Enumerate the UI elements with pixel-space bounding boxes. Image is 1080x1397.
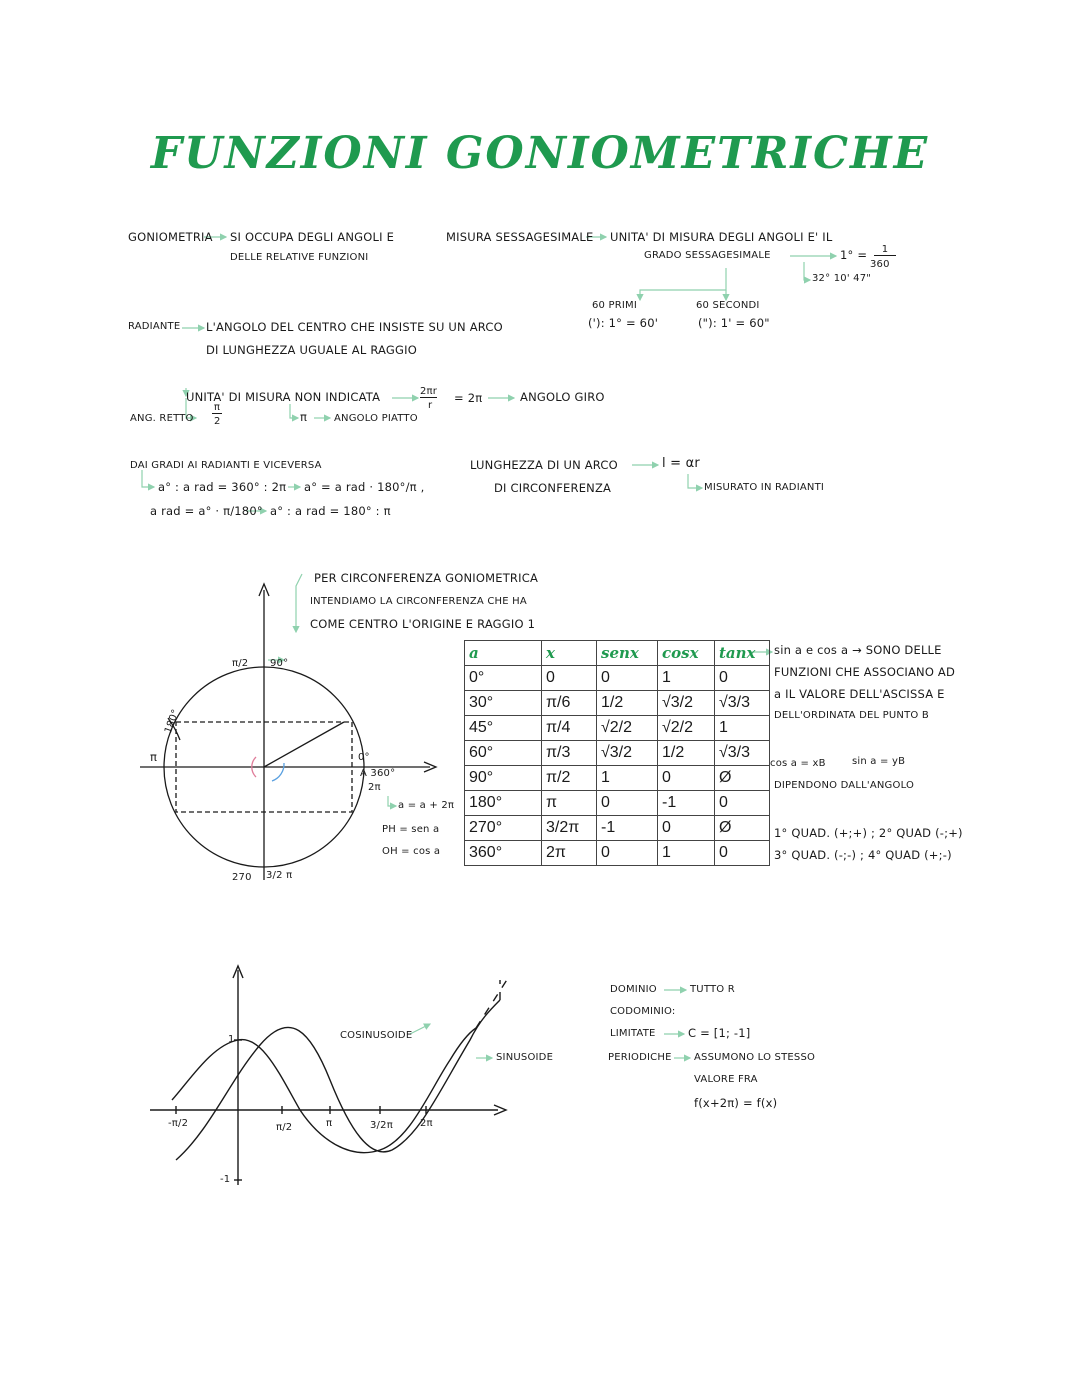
trig-graph xyxy=(150,966,510,1185)
label-y-1: 1 xyxy=(228,1034,235,1045)
unita-eq: = 2π xyxy=(454,391,483,405)
arrow-arco-note xyxy=(688,474,702,488)
cell-tan: √3/3 xyxy=(715,691,770,716)
cell-tan: 1 xyxy=(715,716,770,741)
radiante-def-1: L'ANGOLO DEL CENTRO CHE INSISTE SU UN ARCO xyxy=(206,320,503,334)
cell-angle: 60° xyxy=(465,741,542,766)
angolo-piatto: ANGOLO PIATTO xyxy=(334,413,418,424)
prop-periodiche-val: ASSUMONO LO STESSO xyxy=(694,1052,816,1063)
angolo-retto: ANG. RETTO xyxy=(130,413,194,424)
sessagesimale-def-2: GRADO SESSAGESIMALE xyxy=(644,250,771,261)
prop-dominio-val: TUTTO R xyxy=(690,984,735,995)
note-line-1: sin a e cos a → SONO DELLE xyxy=(774,643,942,657)
angolo-giro: ANGOLO GIRO xyxy=(520,390,605,404)
label-x-pi: π xyxy=(326,1118,333,1129)
cell-tan: 0 xyxy=(715,666,770,691)
header-a: a xyxy=(465,641,542,666)
unita-text: UNITA' DI MISURA NON INDICATA xyxy=(186,390,381,404)
prop-periodiche-formula: f(x+2π) = f(x) xyxy=(694,1096,778,1110)
cell-rad: 2π xyxy=(542,841,597,866)
cell-sin: √3/2 xyxy=(597,741,658,766)
goniometria-term: GONIOMETRIA xyxy=(128,230,213,244)
sin-curve xyxy=(176,1000,500,1160)
cell-sin: 1/2 xyxy=(597,691,658,716)
prop-limitate: LIMITATE xyxy=(610,1028,656,1039)
cell-cos: -1 xyxy=(658,791,715,816)
cell-tan: 0 xyxy=(715,841,770,866)
cell-tan: Ø xyxy=(715,766,770,791)
arco-line-2: DI CIRCONFERENZA xyxy=(494,481,612,495)
prop-dominio: DOMINIO xyxy=(610,984,657,995)
table-row xyxy=(465,766,770,791)
note-quad-2: 3° QUAD. (-;-) ; 4° QUAD (+;-) xyxy=(774,848,952,862)
label-pi-half: π/2 xyxy=(232,658,249,669)
sessagesimale-term: MISURA SESSAGESIMALE xyxy=(446,230,594,244)
label-pi: π xyxy=(150,750,158,764)
table-row xyxy=(465,666,770,691)
cell-cos: 0 xyxy=(658,766,715,791)
conversione-f4: a° : a rad = 180° : π xyxy=(270,504,391,518)
table-row xyxy=(465,841,770,866)
primi-value: ('): 1° = 60' xyxy=(588,316,659,330)
circ-def-1: PER CIRCONFERENZA GONIOMETRICA xyxy=(314,571,539,585)
arrow-circ xyxy=(296,574,302,632)
arrow-cos xyxy=(410,1024,430,1034)
cell-cos: 1/2 xyxy=(658,741,715,766)
label-period: a = a + 2π xyxy=(398,800,455,811)
cell-tan: Ø xyxy=(715,816,770,841)
prop-periodiche-val2: VALORE FRA xyxy=(694,1074,758,1085)
cell-sin: -1 xyxy=(597,816,658,841)
label-x-3-half-pi: 3/2π xyxy=(370,1120,393,1131)
label-oh: OH = cos a xyxy=(382,846,441,857)
cell-tan: 0 xyxy=(715,791,770,816)
cell-cos: √3/2 xyxy=(658,691,715,716)
cell-rad: π/6 xyxy=(542,691,597,716)
table-row xyxy=(465,716,770,741)
label-180: 180° xyxy=(163,707,182,736)
page-title: FUNZIONI GONIOMETRICHE xyxy=(150,128,930,179)
prop-limitate-val: C = [1; -1] xyxy=(688,1026,751,1040)
label-0: 0° xyxy=(358,752,370,763)
note-line-4: DELL'ORDINATA DEL PUNTO B xyxy=(774,710,929,721)
unita-frac-den: r xyxy=(428,400,433,411)
cell-rad: 3/2π xyxy=(542,816,597,841)
arrow-period xyxy=(388,796,396,806)
table-row xyxy=(465,741,770,766)
circ-def-2: INTENDIAMO LA CIRCONFERENZA CHE HA xyxy=(310,596,527,607)
table-row xyxy=(465,816,770,841)
cell-angle: 30° xyxy=(465,691,542,716)
label-cosinusoide: COSINUSOIDE xyxy=(340,1030,413,1041)
cell-cos: 1 xyxy=(658,666,715,691)
note-dipendono: DIPENDONO DALL'ANGOLO xyxy=(774,780,915,791)
cell-angle: 90° xyxy=(465,766,542,791)
table-row xyxy=(465,691,770,716)
radius xyxy=(264,722,344,767)
cell-angle: 270° xyxy=(465,816,542,841)
cell-cos: 1 xyxy=(658,841,715,866)
table-header-row xyxy=(465,641,770,666)
label-x-2pi: 2π xyxy=(420,1118,433,1129)
arrow-example xyxy=(804,262,810,280)
note-quad-1: 1° QUAD. (+;+) ; 2° QUAD (-;+) xyxy=(774,826,963,840)
label-ph: PH = sen a xyxy=(382,824,440,835)
secondi-value: ("): 1' = 60" xyxy=(698,316,770,330)
retto-num: π xyxy=(213,402,221,413)
circ-def-3: COME CENTRO L'ORIGINE E RAGGIO 1 xyxy=(310,617,536,631)
cos-curve xyxy=(172,1028,476,1153)
cell-rad: π xyxy=(542,791,597,816)
conversione-f1: a° : a rad = 360° : 2π xyxy=(158,480,287,494)
arrow-pi xyxy=(290,404,298,418)
deg-frac-den: 360 xyxy=(870,259,890,270)
arco-note: MISURATO IN RADIANTI xyxy=(704,482,825,493)
cell-rad: π/4 xyxy=(542,716,597,741)
trig-values-table xyxy=(464,640,770,866)
deg-eq: 1° = xyxy=(840,248,868,262)
arrow-primi xyxy=(640,268,726,300)
label-a-360: A 360° xyxy=(360,768,396,779)
cell-sin: 0 xyxy=(597,841,658,866)
arco-line-1: LUNGHEZZA DI UN ARCO xyxy=(470,458,618,472)
radiante-def-2: DI LUNGHEZZA UGUALE AL RAGGIO xyxy=(206,343,417,357)
cell-rad: π/3 xyxy=(542,741,597,766)
note-line-2: FUNZIONI CHE ASSOCIANO AD xyxy=(774,665,956,679)
header-cosx: cosx xyxy=(658,641,715,666)
cell-angle: 45° xyxy=(465,716,542,741)
secondi-label: 60 SECONDI xyxy=(696,300,760,311)
header-senx: senx xyxy=(597,641,658,666)
primi-label: 60 PRIMI xyxy=(592,300,638,311)
label-90: 90° xyxy=(270,658,289,669)
cos-curve-dash xyxy=(476,975,510,1028)
arrow-conv-1 xyxy=(142,470,154,487)
pi-symbol: π xyxy=(300,410,308,424)
note-sin: sin a = yB xyxy=(852,756,906,767)
label-270: 270 xyxy=(232,872,252,883)
goniometria-def-2: DELLE RELATIVE FUNZIONI xyxy=(230,252,369,263)
deg-example: 32° 10' 47" xyxy=(812,273,872,284)
cell-rad: 0 xyxy=(542,666,597,691)
label-y-minus-1: -1 xyxy=(220,1174,231,1185)
deg-frac-num: 1 xyxy=(874,244,896,256)
cell-sin: 1 xyxy=(597,766,658,791)
sessagesimale-def-1: UNITA' DI MISURA DEGLI ANGOLI E' IL xyxy=(610,230,833,244)
label-2pi: 2π xyxy=(368,782,381,793)
note-cos: cos a = xB xyxy=(770,758,826,769)
cell-rad: π/2 xyxy=(542,766,597,791)
conversione-f2: a° = a rad · 180°/π , xyxy=(304,480,425,494)
conversione-title: DAI GRADI AI RADIANTI E VICEVERSA xyxy=(130,460,322,471)
radiante-term: RADIANTE xyxy=(128,321,181,332)
label-3-half-pi: 3/2 π xyxy=(266,870,293,881)
cell-sin: 0 xyxy=(597,791,658,816)
cell-angle: 0° xyxy=(465,666,542,691)
cell-tan: √3/3 xyxy=(715,741,770,766)
table-row xyxy=(465,791,770,816)
cell-angle: 360° xyxy=(465,841,542,866)
conversione-f3: a rad = a° · π/180° xyxy=(150,504,263,518)
label-sinusoide: SINUSOIDE xyxy=(496,1052,554,1063)
cell-sin: 0 xyxy=(597,666,658,691)
label-x-half-pi: π/2 xyxy=(276,1122,293,1133)
retto-den: 2 xyxy=(214,416,221,427)
prop-codominio: CODOMINIO: xyxy=(610,1006,676,1017)
cell-sin: √2/2 xyxy=(597,716,658,741)
cell-cos: √2/2 xyxy=(658,716,715,741)
header-tanx: tanx xyxy=(715,641,770,666)
header-x: x xyxy=(542,641,597,666)
cell-cos: 0 xyxy=(658,816,715,841)
arco-formula: l = αr xyxy=(662,456,700,471)
goniometria-def-1: SI OCCUPA DEGLI ANGOLI E xyxy=(230,230,395,244)
label-x-neg-half-pi: -π/2 xyxy=(168,1118,189,1129)
unita-frac-num: 2πr xyxy=(420,386,438,397)
note-line-3: a IL VALORE DELL'ASCISSA E xyxy=(774,687,945,701)
cell-angle: 180° xyxy=(465,791,542,816)
prop-periodiche: PERIODICHE xyxy=(608,1052,672,1063)
